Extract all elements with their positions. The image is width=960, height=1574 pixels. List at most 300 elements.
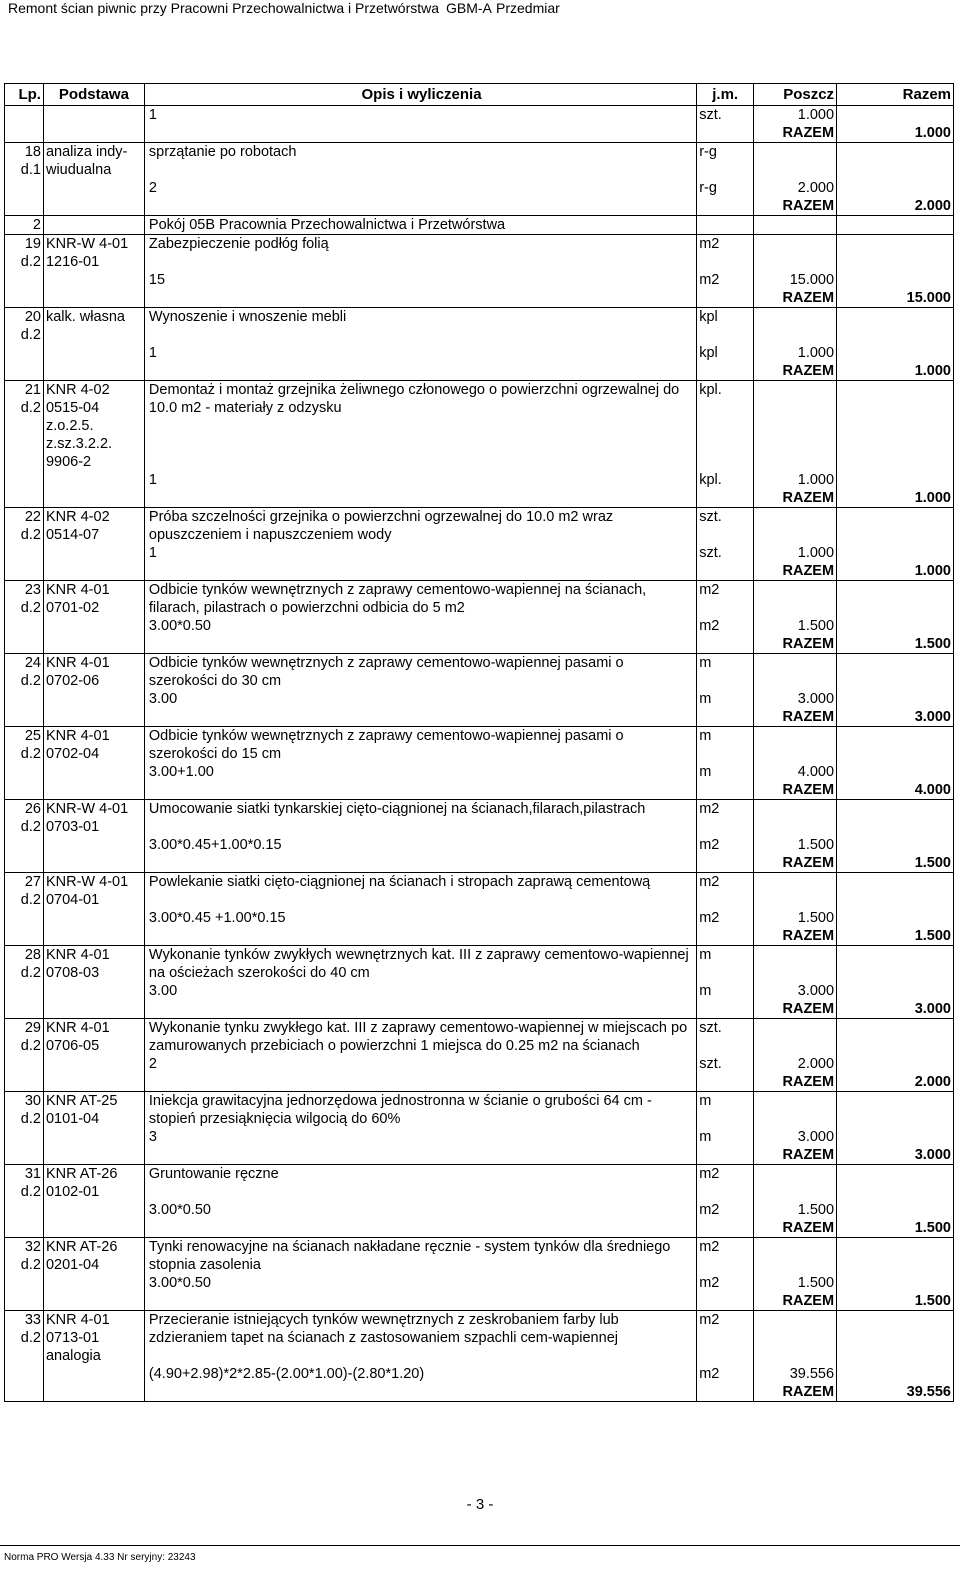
item-total — [837, 1311, 954, 1366]
item-total — [837, 508, 954, 545]
cell-empty — [43, 562, 144, 581]
cell-empty — [697, 362, 754, 381]
item-basis: KNR AT-26 0201-04 — [43, 1238, 144, 1275]
footer-text: Norma PRO Wersja 4.33 Nr seryjny: 23243 — [4, 1552, 196, 1563]
item-number — [5, 1165, 44, 1202]
calc-expression: 1 — [144, 344, 696, 362]
cell-empty — [5, 635, 44, 654]
razem-total: 1.500 — [914, 636, 951, 652]
razem-total: 15.000 — [906, 290, 951, 306]
cell-empty — [837, 1055, 954, 1073]
calc-value: 1.000 — [754, 106, 837, 125]
item-total — [837, 1019, 954, 1056]
item-unit: m2 — [697, 1165, 754, 1202]
item-basis: kalk. własna — [43, 308, 144, 345]
cell-empty — [43, 1128, 144, 1146]
calc-unit: m2 — [697, 271, 754, 289]
item-total — [837, 143, 954, 180]
footer-divider — [0, 1545, 960, 1546]
calc-expression: 15 — [144, 271, 696, 289]
item-lp: 26 — [24, 801, 41, 817]
item-unit: m2 — [697, 800, 754, 837]
item-lp-sub: d.2 — [20, 673, 41, 689]
cell-empty — [43, 1146, 144, 1165]
calc-value: 39.556 — [754, 1365, 837, 1383]
calc-value: 1.000 — [754, 544, 837, 562]
item-unit: szt. — [697, 1019, 754, 1056]
cell-empty — [697, 781, 754, 800]
razem-total: 1.500 — [914, 928, 951, 944]
calc-expression: (4.90+2.98)*2*2.85-(2.00*1.00)-(2.80*1.20) — [144, 1365, 696, 1383]
cell-empty — [144, 635, 696, 654]
table-row — [5, 106, 954, 125]
item-description: Wykonanie tynków zwykłych wewnętrznych kat. III z zaprawy cementowo-wapiennej na ościeżach szerokości do 40 cm — [144, 946, 696, 983]
cell-empty — [697, 1000, 754, 1019]
item-total — [837, 1238, 954, 1275]
item-number — [5, 800, 44, 837]
item-description: Umocowanie siatki tynkarskiej cięto-ciągnionej na ścianach,filarach,pilastrach — [144, 800, 696, 837]
calc-expression: 1 — [144, 544, 696, 562]
item-lp-sub: d.1 — [20, 162, 41, 178]
table-row — [5, 271, 954, 289]
document-code: GBM-A — [446, 0, 492, 16]
item-lp: 24 — [24, 655, 41, 671]
table-row — [5, 562, 954, 581]
cell-empty — [5, 289, 44, 308]
cell-empty — [144, 1146, 696, 1165]
calc-value: 3.000 — [754, 690, 837, 708]
cell-empty — [5, 1219, 44, 1238]
item-description: Odbicie tynków wewnętrznych z zaprawy cementowo-wapiennej pasami o szerokości do 15 cm — [144, 727, 696, 764]
razem-label: RAZEM — [754, 1146, 837, 1165]
item-basis: KNR-W 4-01 0704-01 — [43, 873, 144, 910]
calc-expression: 3.00 — [144, 690, 696, 708]
item-total — [837, 381, 954, 472]
cell-empty — [697, 1146, 754, 1165]
cell-empty — [43, 635, 144, 654]
item-lp-sub: d.2 — [20, 600, 41, 616]
table-row — [5, 727, 954, 764]
table-row — [5, 1055, 954, 1073]
razem-total: 39.556 — [906, 1384, 951, 1400]
item-unit: m2 — [697, 1311, 754, 1366]
cell-empty — [43, 544, 144, 562]
calc-value: 1.500 — [754, 836, 837, 854]
calc-value: 1.000 — [754, 471, 837, 489]
item-lp-sub: d.2 — [20, 254, 41, 270]
razem-label: RAZEM — [754, 1073, 837, 1092]
item-number — [5, 235, 44, 272]
cell-empty — [43, 909, 144, 927]
item-partial — [754, 1238, 837, 1275]
table-row — [5, 854, 954, 873]
section-total — [837, 216, 954, 235]
table-row — [5, 289, 954, 308]
table-row — [5, 927, 954, 946]
cell-empty — [5, 909, 44, 927]
cell-empty — [43, 854, 144, 873]
cell-empty — [5, 271, 44, 289]
item-description: sprzątanie po robotach — [144, 143, 696, 180]
cell-empty — [837, 1365, 954, 1383]
item-lp-sub: d.2 — [20, 819, 41, 835]
item-partial — [754, 308, 837, 345]
item-lp-sub: d.2 — [20, 746, 41, 762]
cell-empty — [837, 763, 954, 781]
table-row — [5, 1201, 954, 1219]
cell-empty — [144, 1383, 696, 1402]
razem-total: 1.000 — [914, 363, 951, 379]
calc-expression: 3 — [144, 1128, 696, 1146]
cell-empty — [697, 635, 754, 654]
item-description: Przecieranie istniejących tynków wewnętrznych z zeskrobaniem farby lub zdzieraniem tapet na ścianach z zastosowaniem szpachli cem-wapiennej — [144, 1311, 696, 1366]
cell-empty — [43, 1383, 144, 1402]
cell-empty — [5, 763, 44, 781]
item-description: Wykonanie tynku zwykłego kat. III z zaprawy cementowo-wapiennej w miejscach po zamurowanych przebiciach o powierzchni 1 miejsca do 0.25 m2 na ścianach — [144, 1019, 696, 1056]
item-number — [5, 1092, 44, 1129]
estimate-table — [4, 83, 954, 1402]
razem-label: RAZEM — [754, 362, 837, 381]
section-partial — [754, 216, 837, 235]
item-basis: KNR 4-01 0702-06 — [43, 654, 144, 691]
item-number — [5, 1019, 44, 1056]
section-row — [5, 216, 954, 235]
cell-empty — [5, 854, 44, 873]
calc-expression: 1 — [144, 106, 696, 125]
col-unit: j.m. — [697, 84, 754, 106]
item-unit: m — [697, 654, 754, 691]
item-lp-sub: d.2 — [20, 527, 41, 543]
cell-empty — [43, 179, 144, 197]
cell-empty — [5, 617, 44, 635]
item-basis: KNR-W 4-01 0703-01 — [43, 800, 144, 837]
table-row — [5, 1274, 954, 1292]
cell-empty — [43, 1201, 144, 1219]
table-row — [5, 1073, 954, 1092]
table-row — [5, 1311, 954, 1366]
razem-label: RAZEM — [754, 781, 837, 800]
item-total — [837, 800, 954, 837]
cell-empty — [43, 289, 144, 308]
table-row — [5, 508, 954, 545]
item-basis: KNR 4-01 0706-05 — [43, 1019, 144, 1056]
item-partial — [754, 873, 837, 910]
table-row — [5, 179, 954, 197]
cell-empty — [144, 197, 696, 216]
item-lp-sub: d.2 — [20, 1038, 41, 1054]
section-lp: 2 — [5, 216, 44, 235]
cell-empty — [43, 763, 144, 781]
item-lp-sub: d.2 — [20, 400, 41, 416]
item-lp: 25 — [24, 728, 41, 744]
razem-total: 3.000 — [914, 1001, 951, 1017]
cell-empty — [5, 927, 44, 946]
table-row — [5, 1165, 954, 1202]
table-row — [5, 308, 954, 345]
table-row — [5, 235, 954, 272]
table-row — [5, 1238, 954, 1275]
col-description: Opis i wyliczenia — [144, 84, 696, 106]
document-type: Przedmiar — [496, 0, 560, 16]
calc-expression: 2 — [144, 179, 696, 197]
razem-total: 1.000 — [914, 563, 951, 579]
item-unit: m — [697, 727, 754, 764]
cell-empty — [144, 1292, 696, 1311]
table-row — [5, 909, 954, 927]
razem-total: 2.000 — [914, 198, 951, 214]
item-number — [5, 381, 44, 472]
item-lp: 27 — [24, 874, 41, 890]
cell-empty — [5, 1128, 44, 1146]
item-partial — [754, 508, 837, 545]
razem-label: RAZEM — [754, 489, 837, 508]
razem-total: 1.000 — [914, 125, 951, 141]
razem-total: 1.500 — [914, 1220, 951, 1236]
item-description: Tynki renowacyjne na ścianach nakładane ręcznie - system tynków dla średniego stopnia zasolenia — [144, 1238, 696, 1275]
page-number: - 3 - — [466, 1496, 494, 1513]
item-lp-sub: d.2 — [20, 965, 41, 981]
item-lp: 29 — [24, 1020, 41, 1036]
razem-total: 2.000 — [914, 1074, 951, 1090]
section-unit — [697, 216, 754, 235]
calc-value: 1.500 — [754, 1201, 837, 1219]
razem-label: RAZEM — [754, 124, 837, 143]
cell-empty — [5, 781, 44, 800]
table-row — [5, 1292, 954, 1311]
table-row — [5, 1000, 954, 1019]
item-partial — [754, 1019, 837, 1056]
cell-empty — [837, 271, 954, 289]
item-basis: KNR AT-26 0102-01 — [43, 1165, 144, 1202]
item-lp-sub: d.2 — [20, 892, 41, 908]
item-number — [5, 1311, 44, 1366]
calc-unit: m — [697, 763, 754, 781]
cell-empty — [697, 562, 754, 581]
item-unit: m — [697, 946, 754, 983]
calc-unit: m2 — [697, 617, 754, 635]
calc-value: 4.000 — [754, 763, 837, 781]
cell-empty — [144, 927, 696, 946]
item-lp: 32 — [24, 1239, 41, 1255]
table-row — [5, 836, 954, 854]
table-row — [5, 654, 954, 691]
cell-empty — [43, 489, 144, 508]
razem-label: RAZEM — [754, 708, 837, 727]
cell-empty — [697, 1073, 754, 1092]
item-number — [5, 581, 44, 618]
cell-empty — [43, 1365, 144, 1383]
table-row — [5, 690, 954, 708]
item-basis: KNR 4-01 0708-03 — [43, 946, 144, 983]
table-row — [5, 489, 954, 508]
calc-unit: m2 — [697, 836, 754, 854]
table-row — [5, 946, 954, 983]
calc-expression: 3.00 — [144, 982, 696, 1000]
cell-empty — [697, 289, 754, 308]
item-partial — [754, 727, 837, 764]
calc-unit: szt. — [697, 544, 754, 562]
item-description: Powlekanie siatki cięto-ciągnionej na ścianach i stropach zaprawą cementową — [144, 873, 696, 910]
cell-empty — [144, 562, 696, 581]
calc-expression: 3.00*0.50 — [144, 617, 696, 635]
razem-label: RAZEM — [754, 1383, 837, 1402]
cell-empty — [43, 1219, 144, 1238]
item-lp: 20 — [24, 309, 41, 325]
item-basis: KNR 4-01 0713-01 analogia — [43, 1311, 144, 1366]
item-description: Odbicie tynków wewnętrznych z zaprawy cementowo-wapiennej na ścianach, filarach, pilastrach o powierzchni odbicia do 5 m2 — [144, 581, 696, 618]
table-row — [5, 800, 954, 837]
razem-total: 1.500 — [914, 855, 951, 871]
section-title: Pokój 05B Pracownia Przechowalnictwa i Przetwórstwa — [144, 216, 696, 235]
cell-empty — [5, 362, 44, 381]
cell-empty — [697, 1292, 754, 1311]
table-row — [5, 143, 954, 180]
cell-empty — [837, 544, 954, 562]
cell-empty — [697, 927, 754, 946]
table-row — [5, 873, 954, 910]
cell-empty — [837, 344, 954, 362]
cell-empty — [5, 690, 44, 708]
cell-empty — [5, 1201, 44, 1219]
calc-unit: m2 — [697, 1365, 754, 1383]
item-total — [837, 235, 954, 272]
cell-empty — [144, 708, 696, 727]
calc-unit: m — [697, 1128, 754, 1146]
table-row — [5, 1128, 954, 1146]
item-basis: KNR AT-25 0101-04 — [43, 1092, 144, 1129]
table-row — [5, 1019, 954, 1056]
item-lp: 21 — [24, 382, 41, 398]
table-row — [5, 781, 954, 800]
cell-empty — [837, 471, 954, 489]
table-row — [5, 635, 954, 654]
calc-expression: 3.00*0.50 — [144, 1201, 696, 1219]
calc-value: 1.500 — [754, 617, 837, 635]
calc-unit: m2 — [697, 909, 754, 927]
item-total — [837, 873, 954, 910]
cell-empty — [43, 617, 144, 635]
table-row — [5, 617, 954, 635]
item-lp: 30 — [24, 1093, 41, 1109]
cell-empty — [837, 690, 954, 708]
razem-label: RAZEM — [754, 562, 837, 581]
cell-empty — [144, 1073, 696, 1092]
cell-empty — [5, 982, 44, 1000]
cell-empty — [43, 781, 144, 800]
calc-value: 3.000 — [754, 1128, 837, 1146]
document-title: Remont ścian piwnic przy Pracowni Przechowalnictwa i Przetwórstwa — [8, 0, 440, 16]
item-partial — [754, 143, 837, 180]
cell-empty — [5, 708, 44, 727]
calc-unit: m2 — [697, 1201, 754, 1219]
cell-empty — [697, 197, 754, 216]
item-basis: KNR 4-02 0515-04 z.o.2.5. z.sz.3.2.2. 9906-2 — [43, 381, 144, 472]
cell-empty — [5, 471, 44, 489]
calc-unit: r-g — [697, 179, 754, 197]
cell-empty — [5, 197, 44, 216]
calc-expression: 3.00*0.45+1.00*0.15 — [144, 836, 696, 854]
calc-unit: m — [697, 690, 754, 708]
cell-empty — [144, 362, 696, 381]
cell-empty — [43, 1274, 144, 1292]
razem-total: 3.000 — [914, 1147, 951, 1163]
razem-total: 3.000 — [914, 709, 951, 725]
item-total — [837, 654, 954, 691]
calc-unit: kpl — [697, 344, 754, 362]
item-lp-sub: d.2 — [20, 1184, 41, 1200]
cell-empty — [5, 544, 44, 562]
item-lp-sub: d.2 — [20, 1257, 41, 1273]
item-unit: m2 — [697, 235, 754, 272]
table-row — [5, 381, 954, 472]
item-unit: szt. — [697, 508, 754, 545]
item-lp: 19 — [24, 236, 41, 252]
cell-empty — [144, 289, 696, 308]
calc-value: 15.000 — [754, 271, 837, 289]
item-partial — [754, 1165, 837, 1202]
cell-empty — [697, 489, 754, 508]
calc-value: 3.000 — [754, 982, 837, 1000]
item-lp: 22 — [24, 509, 41, 525]
cell-empty — [697, 1383, 754, 1402]
cell-empty — [697, 854, 754, 873]
item-total — [837, 1165, 954, 1202]
cell-empty — [697, 708, 754, 727]
cell-empty — [144, 854, 696, 873]
item-lp: 33 — [24, 1312, 41, 1328]
cell-empty — [144, 489, 696, 508]
cell-empty — [837, 1201, 954, 1219]
calc-value: 1.500 — [754, 909, 837, 927]
item-basis: KNR 4-01 0701-02 — [43, 581, 144, 618]
item-partial — [754, 800, 837, 837]
cell-empty — [5, 179, 44, 197]
calc-expression: 3.00+1.00 — [144, 763, 696, 781]
table-row — [5, 1383, 954, 1402]
razem-total: 4.000 — [914, 782, 951, 798]
calc-unit: szt. — [697, 1055, 754, 1073]
cell-empty — [5, 489, 44, 508]
cell-empty — [5, 1292, 44, 1311]
item-basis: KNR 4-02 0514-07 — [43, 508, 144, 545]
item-unit: kpl. — [697, 381, 754, 472]
calc-unit: szt. — [697, 106, 754, 125]
col-lp: Lp. — [5, 84, 44, 106]
item-number — [5, 946, 44, 983]
item-lp: 31 — [24, 1166, 41, 1182]
table-row — [5, 1146, 954, 1165]
cell-empty — [43, 708, 144, 727]
cell-empty — [837, 909, 954, 927]
item-number — [5, 654, 44, 691]
table-row — [5, 344, 954, 362]
cell-empty — [5, 344, 44, 362]
item-lp-sub: d.2 — [20, 1111, 41, 1127]
table-row — [5, 197, 954, 216]
table-row — [5, 362, 954, 381]
item-unit: m — [697, 1092, 754, 1129]
cell-empty — [43, 197, 144, 216]
item-total — [837, 1092, 954, 1129]
item-unit: r-g — [697, 143, 754, 180]
cell-empty — [5, 1365, 44, 1383]
item-description: Próba szczelności grzejnika o powierzchni ogrzewalnej do 10.0 m2 wraz opuszczeniem i napuszczeniem wody — [144, 508, 696, 545]
calc-expression: 2 — [144, 1055, 696, 1073]
item-basis: KNR-W 4-01 1216-01 — [43, 235, 144, 272]
item-number — [5, 143, 44, 180]
item-total — [837, 727, 954, 764]
item-lp: 18 — [24, 144, 41, 160]
